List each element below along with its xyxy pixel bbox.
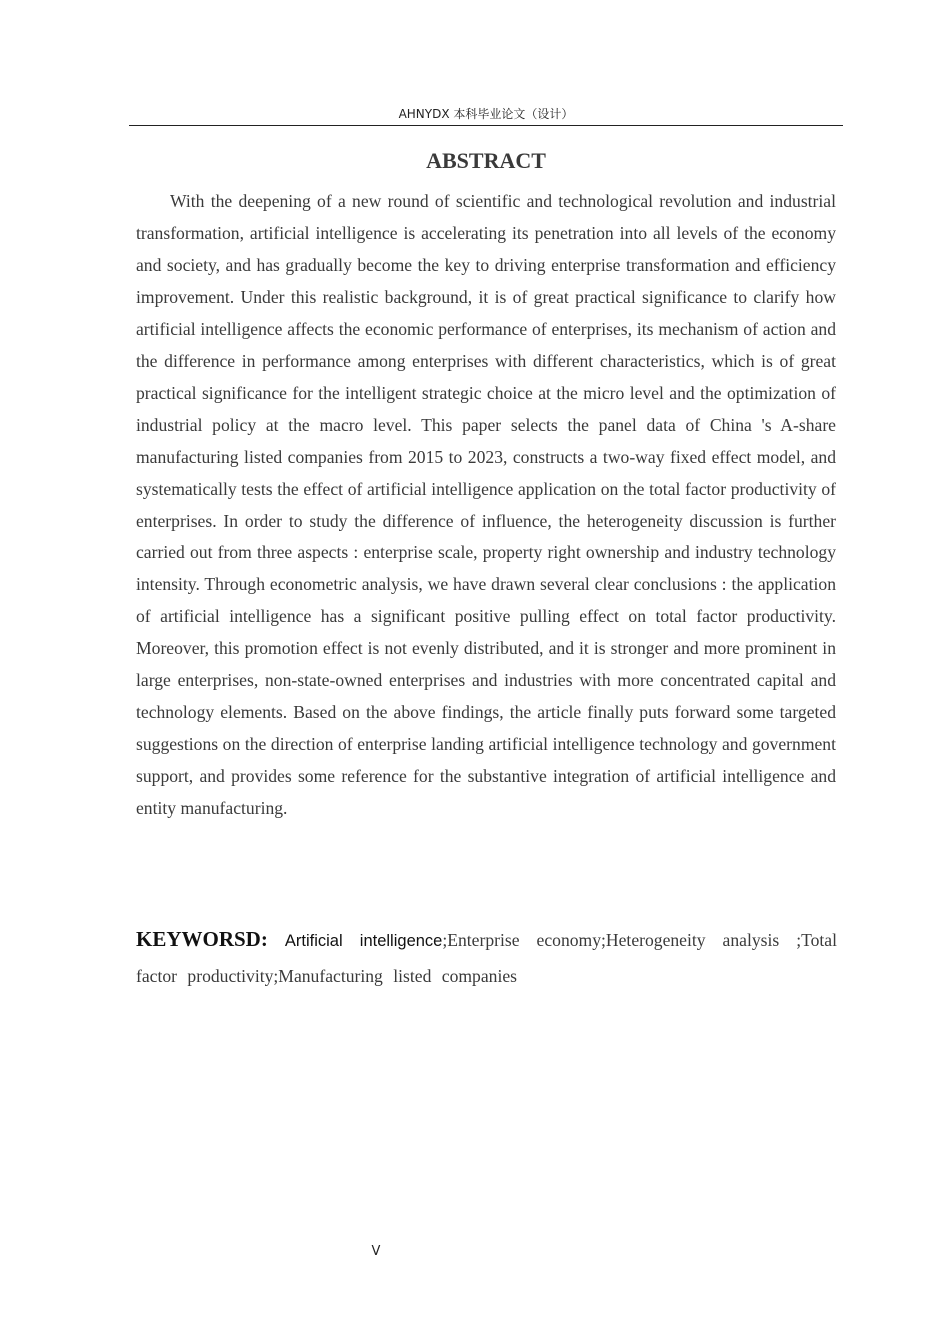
abstract-title: ABSTRACT xyxy=(426,148,546,173)
keywords-rest: ;Enterprise economy;Heterogeneity analysis ;Total factor productivity;Manufacturing listed companies xyxy=(136,930,838,986)
keywords-label: KEYWORSD: xyxy=(136,927,268,951)
page-number: V xyxy=(371,1244,381,1259)
keyword-first: Artificial intelligence xyxy=(284,932,443,950)
running-header: AHNYDX 本科毕业论文（设计） xyxy=(398,107,574,121)
header-rule xyxy=(129,125,843,126)
abstract-body: With the deepening of a new round of scientific and technological revolution and industrial transformation, artificial intelligence is accelerating its penetration into all levels of the economy and society, and has gradually become the key to driving enterprise transformation and efficiency improvement. Under this realistic background, it is of great practical significance to clarify how artificial intelligence affects the economic performance of enterprises, its mechanism of action and the difference in performance among enterprises with different characteristics, which is of great practical significance for the intelligent strategic choice at the micro level and the optimization of industrial policy at the macro level. This paper selects the panel data of China 's A-share manufacturing listed companies from 2015 to 2023, constructs a two-way fixed effect model, and systematically tests the effect of artificial intelligence application on the total factor productivity of enterprises. In order to study the difference of influence, the heterogeneity discussion is further carried out from three aspects : enterprise scale, property right ownership and industry technology intensity. Through econometric analysis, we have drawn several clear conclusions : the application of artificial intelligence has a significant positive pulling effect on total factor productivity. Moreover, this promotion effect is not evenly distributed, and it is stronger and more prominent in large enterprises, non-state-owned enterprises and industries with more concentrated capital and technology elements. Based on the above findings, the article finally puts forward some targeted suggestions on the direction of enterprise landing artificial intelligence technology and government support, and provides some reference for the substantive integration of artificial intelligence and entity manufacturing. xyxy=(136,191,836,819)
keywords-paragraph xyxy=(136,922,837,994)
